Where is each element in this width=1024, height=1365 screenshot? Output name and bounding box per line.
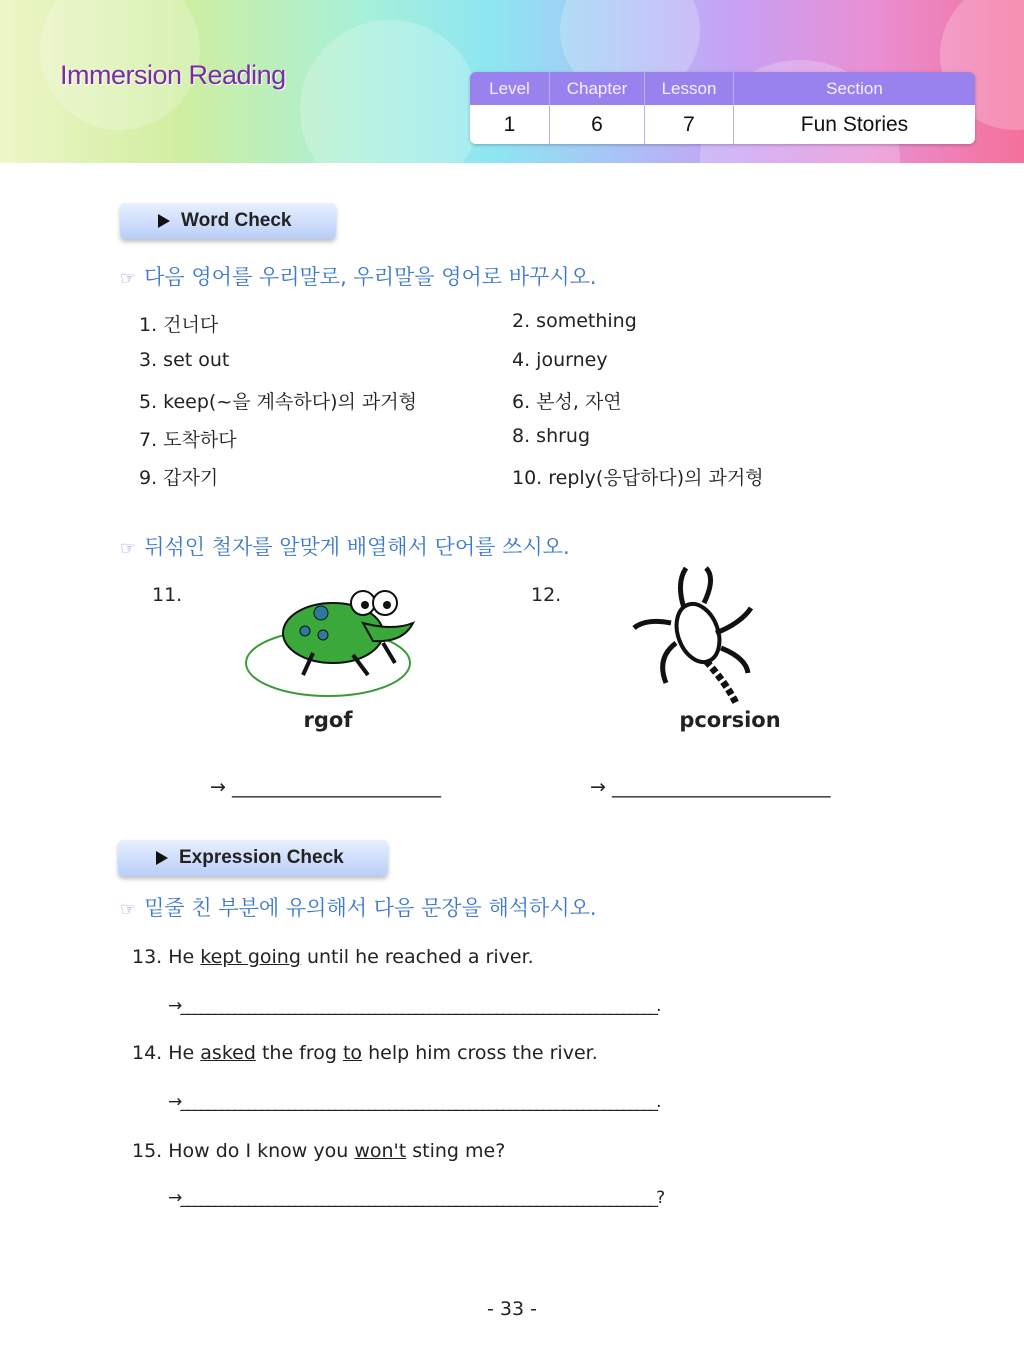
word-item: 10. reply(응답하다)의 과거형 bbox=[512, 467, 764, 489]
lesson-header: Lesson bbox=[645, 72, 734, 105]
word-item: 3. set out bbox=[139, 349, 230, 371]
sentence-13: 13. He kept going until he reached a river. bbox=[132, 946, 534, 968]
word-item: 4. journey bbox=[512, 349, 608, 371]
expression-check-heading: Expression Check bbox=[118, 840, 388, 876]
word-item: 2. something bbox=[512, 310, 637, 332]
sentence-15: 15. How do I know you won't sting me? bbox=[132, 1140, 506, 1162]
instruction-2: ☞ 뒤섞인 철자를 알맞게 배열해서 단어를 쓰시오. bbox=[120, 535, 570, 559]
word-item: 7. 도착하다 bbox=[139, 429, 237, 451]
word-item: 9. 갑자기 bbox=[139, 467, 219, 489]
word-item: 1. 건너다 bbox=[139, 314, 219, 336]
level-value: 1 bbox=[470, 105, 550, 144]
scrambled-word: rgof bbox=[303, 708, 353, 732]
chapter-header: Chapter bbox=[550, 72, 645, 105]
chapter-value: 6 bbox=[550, 105, 645, 144]
pointing-hand-icon: ☞ bbox=[120, 899, 137, 920]
level-header: Level bbox=[470, 72, 550, 105]
header-banner bbox=[0, 0, 1024, 163]
answer-line[interactable]: → ______________________ bbox=[210, 776, 441, 798]
scorpion-image bbox=[626, 563, 762, 709]
section-value: Fun Stories bbox=[800, 112, 909, 136]
brand-title: Immersion Reading bbox=[60, 60, 286, 90]
pointing-hand-icon: ☞ bbox=[120, 268, 137, 289]
lesson-value: 7 bbox=[645, 105, 734, 144]
pointing-hand-icon: ☞ bbox=[120, 538, 137, 559]
word-item: 8. shrug bbox=[512, 425, 591, 447]
answer-line[interactable]: → _______________________ bbox=[590, 776, 831, 798]
instruction-3: ☞ 밑줄 친 부분에 유의해서 다음 문장을 해석하시오. bbox=[120, 896, 597, 920]
puzzle-number: 12. bbox=[531, 584, 562, 606]
play-triangle-icon bbox=[158, 214, 170, 228]
lesson-info-table bbox=[470, 72, 975, 144]
word-item: 6. 본성, 자연 bbox=[512, 391, 622, 413]
sentence-14: 14. He asked the frog to help him cross the river. bbox=[132, 1042, 598, 1064]
page-number: - 33 - bbox=[487, 1298, 537, 1320]
frog-image bbox=[243, 583, 418, 701]
answer-line[interactable]: →_______________________________________________________________________. bbox=[168, 996, 660, 1016]
answer-line[interactable]: →_______________________________________________________________________. bbox=[168, 1092, 660, 1112]
word-item: 5. keep(~을 계속하다)의 과거형 bbox=[139, 391, 417, 413]
word-check-heading: Word Check bbox=[120, 203, 336, 239]
section-header: Section bbox=[826, 78, 883, 98]
scrambled-word: pcorsion bbox=[679, 708, 781, 732]
puzzle-number: 11. bbox=[152, 584, 183, 606]
answer-line[interactable]: →_______________________________________________________________________? bbox=[168, 1188, 664, 1208]
instruction-1: ☞ 다음 영어를 우리말로, 우리말을 영어로 바꾸시오. bbox=[120, 265, 597, 289]
play-triangle-icon bbox=[156, 851, 168, 865]
